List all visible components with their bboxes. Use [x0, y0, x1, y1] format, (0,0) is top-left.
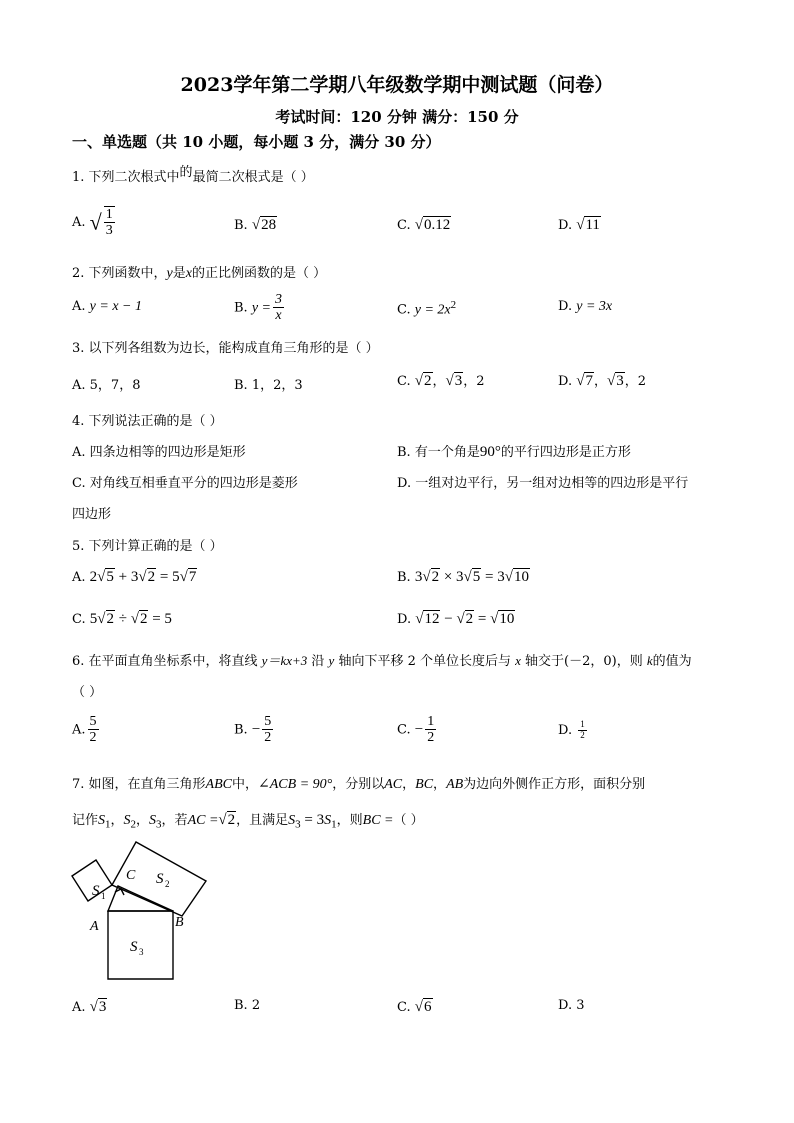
q2-option-b: B. y = $\frac{3}{x}$ [234, 292, 282, 324]
q4-option-b: B. 有一个角是90°的平行四边形是正方形 [397, 444, 631, 460]
q5-option-b: B. 3√2 × 3√5 = 3√10 [397, 569, 529, 585]
q3-option-d: D. √7，√3，2 [558, 373, 646, 389]
question-3-stem: 3. 以下列各组数为边长，能构成直角三角形的是（ ） [72, 341, 379, 356]
q4-option-d: D. 一组对边平行，另一组对边相等的四边形是平行 [397, 476, 689, 491]
label-a: A [90, 919, 99, 934]
q6-option-c: C. − $\frac{1}{2}$ [397, 714, 435, 746]
q7-option-d: D. 3 [558, 998, 585, 1013]
q3-option-a: A. 5，7，8 [72, 378, 141, 393]
q3-option-b: B. 1，2，3 [234, 378, 303, 393]
label-s3-sub: 3 [139, 947, 144, 957]
q5-option-a: A. 2√5 + 3√2 = 5√7 [72, 569, 197, 585]
right-triangle [108, 886, 173, 911]
question-1-stem: 1. 下列二次根式中的最简二次根式是（ ） [72, 165, 314, 185]
question-4-stem: 4. 下列说法正确的是（ ） [72, 414, 223, 429]
section-heading: 一、单选题（共 10 小题，每小题 3 分，满分 30 分） [72, 133, 441, 151]
question-7-stem-cont: 记作$S_1$，$S_2$，$S_3$，若AC =√2，且满足$S_3 = 3S_1$，则BC =（ ） [72, 812, 424, 831]
square-s3 [108, 911, 173, 979]
page-title: 2023学年第二学期八年级数学期中测试题（问卷） [180, 74, 614, 96]
q4-option-c: C. 对角线互相垂直平分的四边形是菱形 [72, 476, 298, 491]
q2-option-d: D. y = 3x [558, 299, 613, 314]
label-b: B [175, 915, 184, 930]
q7-option-c: C. √6 [397, 999, 432, 1015]
q1-option-b: B. √28 [234, 217, 277, 233]
label-s2: S [156, 871, 164, 887]
q2-option-a: A. y = x − 1 [72, 299, 142, 314]
q7-option-b: B. 2 [234, 998, 261, 1013]
label-s3: S [130, 939, 138, 955]
q1-option-a: A. √ $\frac{1}{3}$ [72, 207, 113, 239]
q5-option-c: C. 5√2 ÷ √2 = 5 [72, 611, 172, 627]
q2-option-c: C. $y = 2x^2$ [397, 299, 457, 318]
q4-option-a: A. 四条边相等的四边形是矩形 [72, 445, 246, 460]
question-5-stem: 5. 下列计算正确的是（ ） [72, 539, 223, 554]
label-s1-sub: 1 [101, 891, 106, 901]
q7-option-a: A. √3 [72, 999, 107, 1015]
question-7-stem: 7. 如图，在直角三角形ABC中，∠ACB = 90°，分别以AC，BC，AB为边向外侧作正方形，面积分别 [72, 777, 646, 792]
label-c: C [126, 868, 136, 883]
pythagoras-figure [60, 835, 220, 995]
question-6-stem-cont: （ ） [72, 685, 103, 700]
q3-option-c: C. √2，√3，2 [397, 373, 485, 389]
q1-option-c: C. √0.12 [397, 217, 451, 233]
q6-option-b: B. − $\frac{5}{2}$ [234, 714, 272, 746]
q1-option-d: D. √11 [558, 217, 600, 233]
question-2-stem: 2. 下列函数中，y是x的正比例函数的是（ ） [72, 266, 327, 281]
question-6-stem: 6. 在平面直角坐标系中，将直线 y＝kx+3 沿 y 轴向下平移 2 个单位长度后与 x 轴交于(－2，0)，则 k的值为 [72, 653, 692, 669]
exam-info: 考试时间：120 分钟 满分：150 分 [275, 108, 519, 126]
label-s2-sub: 2 [165, 879, 170, 889]
q6-option-a: A. $\frac{5}{2}$ [72, 714, 97, 746]
q6-option-d: D. $\frac{1}{2}$ [558, 719, 585, 740]
q5-option-d: D. √12 − √2 = √10 [397, 611, 515, 627]
q4-option-d-cont: 四边形 [72, 507, 112, 522]
label-s1: S [92, 883, 100, 899]
